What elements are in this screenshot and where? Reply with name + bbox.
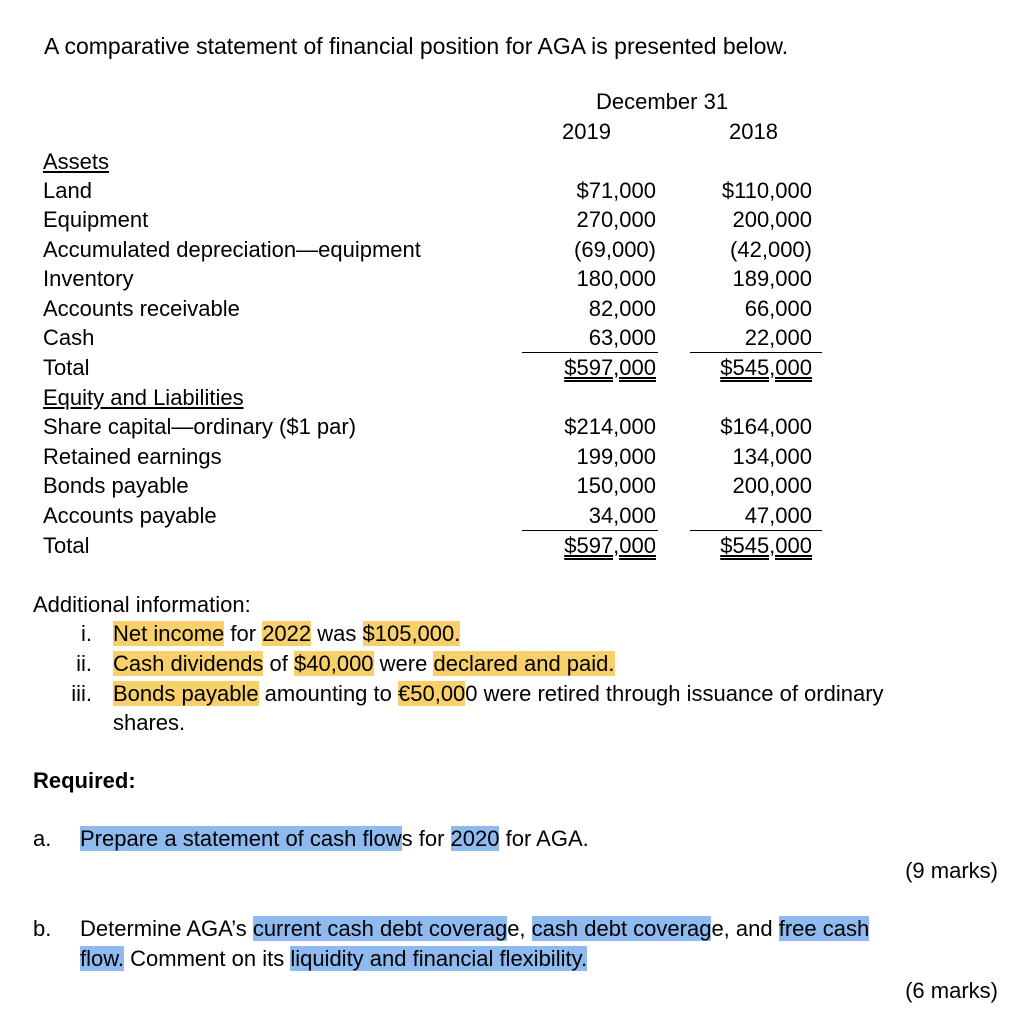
question-a-text: Prepare a statement of cash flows for 2020 for AGA. <box>80 826 589 851</box>
row-label: Accumulated depreciation—equipment <box>43 237 421 262</box>
header-year-2019: 2019 <box>562 119 611 144</box>
row-label: Total <box>43 355 90 380</box>
value-2019: (69,000) <box>574 237 656 262</box>
highlighted-text: cash debt coverag <box>531 916 712 941</box>
subtotal-rule <box>690 530 822 531</box>
intro-text: A comparative statement of financial position for AGA is presented below. <box>44 33 789 59</box>
item-number: ii. <box>76 651 92 676</box>
value-2018: 22,000 <box>744 325 812 350</box>
value-2019: 270,000 <box>576 207 656 232</box>
value-2019: 82,000 <box>588 296 656 321</box>
row-label: Accounts receivable <box>43 296 240 321</box>
question-a-marks: (9 marks) <box>905 858 998 883</box>
highlighted-text: 2020 <box>450 826 500 851</box>
highlighted-text: flow. <box>80 946 125 971</box>
row-label: Bonds payable <box>43 473 189 498</box>
value-2018: $110,000 <box>721 178 812 203</box>
additional-item-1: Net income for 2022 was $105,000. <box>113 621 461 646</box>
value-2019: 199,000 <box>576 444 656 469</box>
value-2018: 134,000 <box>732 444 812 469</box>
item-number: i. <box>81 621 92 646</box>
value-2019: 63,000 <box>588 325 656 350</box>
row-label: Equipment <box>43 207 149 232</box>
additional-heading: Additional information: <box>33 592 251 617</box>
value-2018: 189,000 <box>732 266 812 291</box>
highlighted-text: Prepare a statement of cash flow <box>80 826 402 851</box>
value-2018: (42,000) <box>730 237 812 262</box>
highlighted-text: $40,000 <box>294 651 374 676</box>
question-b-letter: b. <box>33 916 52 941</box>
subtotal-rule <box>690 352 822 353</box>
highlighted-text: Net income <box>113 621 225 646</box>
question-b-marks: (6 marks) <box>905 978 998 1003</box>
highlighted-text: Bonds payable <box>113 681 259 706</box>
item-number: iii. <box>71 681 92 706</box>
additional-item-2: Cash dividends of $40,000 were declared and paid. <box>113 651 615 676</box>
question-b-text-line2: flow. Comment on its liquidity and financial flexibility. <box>80 946 588 971</box>
value-2018: 200,000 <box>732 473 812 498</box>
assets-heading: Assets <box>43 149 110 174</box>
row-label: Accounts payable <box>43 503 217 528</box>
row-label: Cash <box>43 325 95 350</box>
row-label: Retained earnings <box>43 444 222 469</box>
required-heading: Required: <box>33 768 136 793</box>
total-2019: $597,000 <box>564 533 656 558</box>
highlighted-text: $105,000. <box>362 621 461 646</box>
highlighted-text: free cash <box>778 916 870 941</box>
additional-item-3-continued: shares. <box>113 710 186 735</box>
value-2018: 66,000 <box>744 296 812 321</box>
value-2019: $71,000 <box>576 178 656 203</box>
highlighted-text: Cash dividends <box>113 651 264 676</box>
question-a-letter: a. <box>33 826 52 851</box>
highlighted-text: 2022 <box>262 621 312 646</box>
total-2019: $597,000 <box>564 355 656 380</box>
highlighted-text: €50,00 <box>398 681 466 706</box>
total-2018: $545,000 <box>720 355 812 380</box>
highlighted-text: liquidity and financial flexibility. <box>290 946 588 971</box>
value-2018: $164,000 <box>720 414 812 439</box>
value-2019: 34,000 <box>588 503 656 528</box>
value-2019: 150,000 <box>576 473 656 498</box>
value-2019: $214,000 <box>564 414 656 439</box>
row-label: Inventory <box>43 266 134 291</box>
equity-heading: Equity and Liabilities <box>43 385 244 410</box>
highlighted-text: current cash debt coverag <box>252 916 508 941</box>
highlighted-text: declared and paid. <box>433 651 615 676</box>
header-year-2018: 2018 <box>729 119 778 144</box>
additional-item-3: Bonds payable amounting to €50,000 were retired through issuance of ordinary <box>113 681 884 706</box>
header-date: December 31 <box>596 89 729 114</box>
value-2018: 200,000 <box>732 207 812 232</box>
value-2018: 47,000 <box>744 503 812 528</box>
subtotal-rule <box>522 530 658 531</box>
row-label: Share capital—ordinary ($1 par) <box>43 414 357 439</box>
row-label: Land <box>43 178 92 203</box>
row-label: Total <box>43 533 90 558</box>
total-2018: $545,000 <box>720 533 812 558</box>
value-2019: 180,000 <box>576 266 656 291</box>
question-b-text: Determine AGA’s current cash debt coverage, cash debt coverage, and free cash <box>80 916 870 941</box>
subtotal-rule <box>522 352 658 353</box>
